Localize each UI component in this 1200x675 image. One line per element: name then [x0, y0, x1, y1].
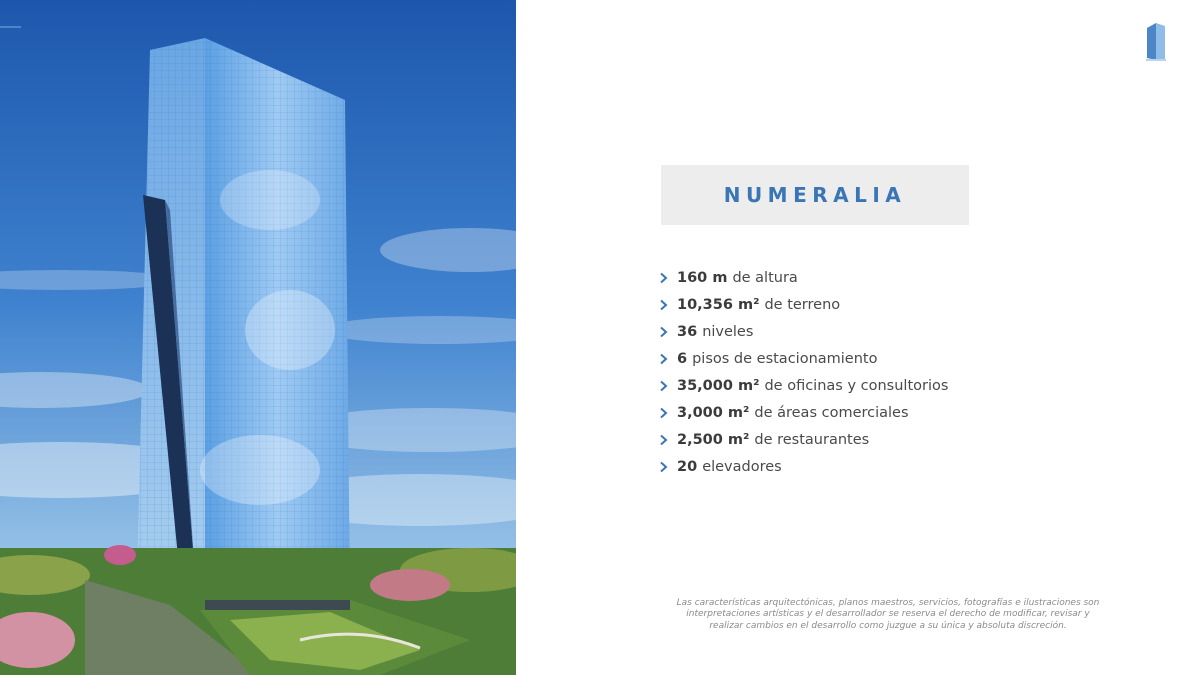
fact-label: de terreno	[764, 296, 841, 313]
fact-label: niveles	[702, 323, 754, 340]
list-item	[659, 372, 948, 399]
chevron-right-icon	[659, 272, 668, 284]
tower-logo-icon	[1144, 20, 1168, 62]
list-item	[659, 264, 948, 291]
section-title-box	[661, 165, 969, 225]
fact-value: 3,000 m²	[677, 404, 750, 421]
list-item	[659, 318, 948, 345]
chevron-right-icon	[659, 299, 668, 311]
chevron-right-icon	[659, 461, 668, 473]
list-item	[659, 399, 948, 426]
facts-list	[659, 264, 948, 480]
fact-value: 36	[677, 323, 698, 340]
chevron-right-icon	[659, 407, 668, 419]
chevron-right-icon	[659, 353, 668, 365]
fact-value: 10,356 m²	[677, 296, 760, 313]
tower-photo	[0, 0, 516, 675]
list-item	[659, 345, 948, 372]
list-item	[659, 426, 948, 453]
chevron-right-icon	[659, 380, 668, 392]
fact-label: de oficinas y consultorios	[764, 377, 949, 394]
chevron-right-icon	[659, 434, 668, 446]
fact-value: 160 m	[677, 269, 728, 286]
fact-value: 20	[677, 458, 698, 475]
fact-value: 35,000 m²	[677, 377, 760, 394]
list-item	[659, 291, 948, 318]
section-title: NUMERALIA	[723, 183, 907, 207]
chevron-right-icon	[659, 326, 668, 338]
fact-label: de áreas comerciales	[754, 404, 909, 421]
accent-line	[0, 26, 21, 28]
fact-label: de altura	[732, 269, 798, 286]
fact-value: 2,500 m²	[677, 431, 750, 448]
fact-label: de restaurantes	[754, 431, 870, 448]
legal-disclaimer: Las características arquitectónicas, planos maestros, servicios, fotografías e ilustraciones son interpretaciones artísticas y el desarrollador se reserva el derecho de modificar, revisar y realizar cambios en el desarrollo como juzgue a su única y absoluta discreción.	[676, 598, 1100, 631]
fact-label: elevadores	[702, 458, 782, 475]
fact-label: pisos de estacionamiento	[692, 350, 878, 367]
fact-value: 6	[677, 350, 688, 367]
list-item	[659, 453, 948, 480]
